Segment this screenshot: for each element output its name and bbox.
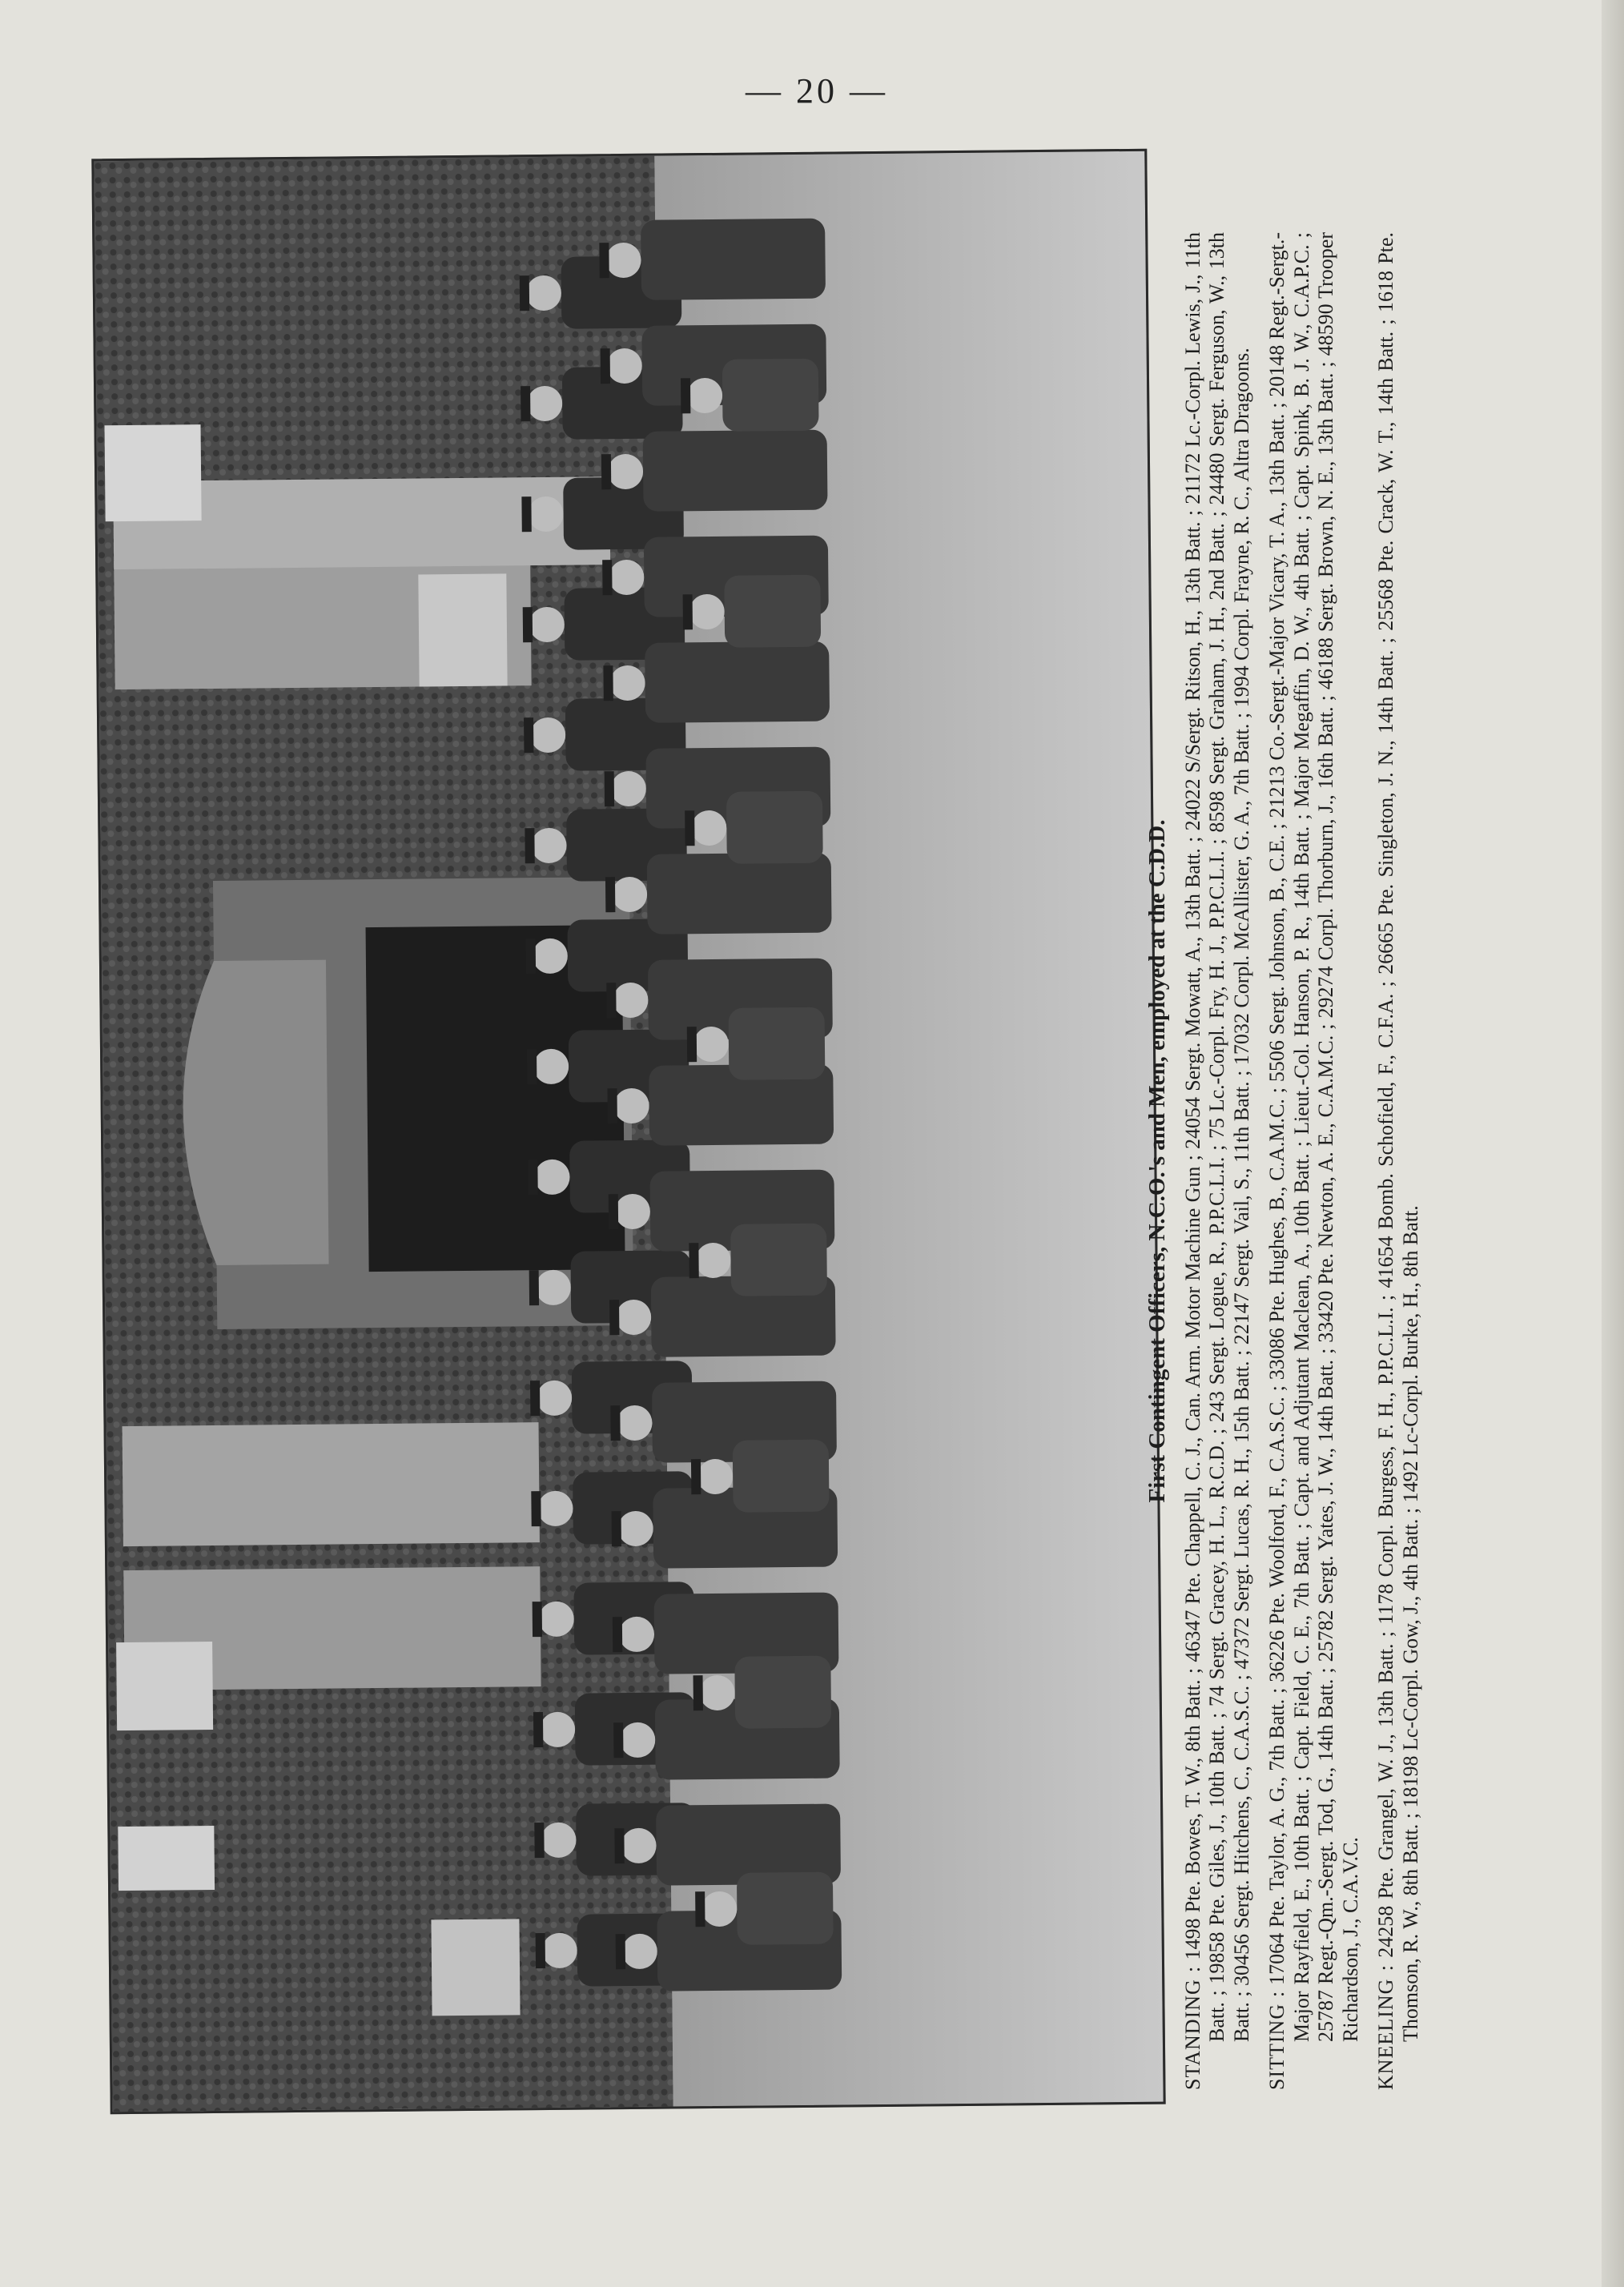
sitting-label: SITTING : [1265,1990,1288,2090]
soldier-head [695,1243,730,1278]
soldier-body [641,219,826,300]
soldier-head [619,1617,654,1652]
soldier-cap [605,771,614,806]
soldier-cap [683,594,693,629]
soldier-head [687,378,722,413]
soldier-cap [523,607,533,642]
photo-caption [1145,232,1513,2090]
soldier-head [534,1160,569,1195]
soldier-head [542,1933,577,1968]
soldier-head [533,939,568,974]
soldier-body [643,430,828,512]
soldier-head [617,1405,652,1441]
soldier-head [615,1194,650,1229]
group-photograph-image [94,151,1163,2112]
soldier-cap [533,1602,542,1637]
soldier-head [621,1828,656,1863]
soldier-cap [528,1160,537,1195]
soldier-cap [693,1675,703,1710]
soldier-head [540,1712,575,1747]
soldier-body [730,1224,827,1296]
soldier-cap [606,983,616,1018]
soldier-head [541,1823,576,1858]
soldier-body [729,1007,826,1080]
soldier-head [693,1027,729,1062]
soldier-body [733,1440,830,1513]
soldier-cap [607,1088,617,1123]
soldier-head [608,454,643,489]
soldier-body [722,359,819,432]
soldier-head [528,496,563,532]
soldier-cap [524,717,533,753]
soldier-cap [603,665,613,701]
soldier-head [612,877,647,912]
soldier-head [700,1675,735,1710]
soldier-cap [613,1722,623,1758]
soldier-cap [530,1381,540,1416]
soldier-cap [534,1823,544,1858]
caption-area [1145,232,1513,2114]
soldier-cap [601,348,610,384]
group-photograph [91,149,1165,2115]
soldier-head [689,594,725,629]
soldier-cap [691,1459,701,1494]
soldier-cap [612,1511,621,1546]
soldier-cap [525,828,534,863]
soldier-head [609,560,644,595]
kneeling-label: KNEELING : [1374,1964,1397,2090]
soldier-cap [521,496,531,532]
soldier-cap [521,386,530,421]
soldier-head [539,1602,574,1637]
soldier-head [526,275,561,311]
soldier-head [701,1891,737,1927]
soldier-cap [601,454,611,489]
soldier-body [647,853,832,934]
sitting-text: 17064 Pte. Taylor, A. G., 7th Batt. ; 36226 Pte. Woolford, F., C.A.S.C. ; 33086 Pte. Hughes, B., C.A.M.C. ; 5506 Sergt. Johnson, B., C.E. ; 21213 Co.-Sergt.-Major Vicary, T. A., 13th Batt. ; 20148 Regt.-Sergt.-Major Rayfield, E., 10th Batt. ; Capt. Field, C. E., 7th Batt. ; Capt. and Adjutant Maclean, A., 10th Batt. ; Lieut.-Col. Hanson, P. R., 14th Batt. ; Major Megaffin, D. W., 4th Batt. ; Capt. Spink, B. J. W., C.A.P.C. ; 25787 Regt.-Qm.-Sergt. Tod, G., 14th Batt. ; 25782 Sergt. Yates, J. W., 14th Batt. ; 33420 Pte. Newton, A. E., C.A.M.C. ; 29274 Corpl. Thorburn, J., 16th Batt. ; 46188 Sergt. Brown, N. E., 13th Batt. ; 48590 Trooper Richardson, J., C.A.V.C. [1265,231,1362,2042]
soldier-head [609,665,645,701]
soldier-head [620,1722,655,1758]
kneeling-text: 24258 Pte. Grangel, W. J., 13th Batt. ; 1178 Corpl. Burgess, F. H., P.P.C.L.I. ; 41654 Bomb. Schofield, F., C.F.A. ; 26665 Pte. Singleton, J. N., 14th Batt. ; 25568 Pte. Crack, W. T., 14th Batt. ; 1618 Pte. Thomson, R. W., 8th Batt. ; 18198 Lc-Corpl. Gow, J., 4th Batt. ; 1492 Lc-Corpl. Burke, H., 8th Batt. [1374,232,1422,2042]
kneeling-paragraph [1374,232,1423,2090]
soldier-cap [599,243,609,278]
soldier-head [530,717,565,753]
soldier-cap [695,1891,705,1927]
soldier-head [527,386,562,421]
soldier-cap [685,810,694,846]
soldier-cap [531,1491,541,1526]
soldier-cap [527,1049,537,1084]
soldier-cap [681,378,690,413]
soldier-cap [613,1617,622,1652]
soldier-head [691,810,726,846]
sitting-paragraph [1265,232,1363,2090]
soldier-cap [687,1027,697,1062]
soldier-body [726,791,823,864]
soldier-head [537,1381,572,1416]
soldier-body [737,1872,834,1945]
soldier-cap [689,1243,698,1278]
soldier-body [734,1656,831,1729]
caption-title: First Contingent Officers, N.C.O.'s and Men, employed at the C.D.D. [1144,819,1170,1503]
standing-text: 1498 Pte. Bowes, T. W., 8th Batt. ; 46347 Pte. Chappell, C. J., Can. Arm. Motor Machine Gun ; 24054 Sergt. Mowatt, A., 13th Batt. ; 24022 S/Sergt. Ritson, H., 13th Batt. ; 21172 Lc.-Corpl. Lewis, J., 11th Batt. ; 19858 Pte. Giles, J., 10th Batt. ; 74 Sergt. Gracey, H. L., R.C.D. ; 243 Sergt. Logue, R., P.P.C.L.I. ; 75 Lc.-Corpl. Fry, H. J., P.P.C.L.I. ; 8598 Sergt. Graham, J. H., 2nd Batt. ; 24480 Sergt. Ferguson, W., 13th Batt. ; 30456 Sergt. Hitchens, C., C.A.S.C. ; 47372 Sergt. Lucas, R. H., 15th Batt. ; 22147 Sergt. Vail, S., 11th Batt. ; 17032 Corpl. McAllister, G. A., 7th Batt. ; 1994 Corpl. Frayne, R. C., Altra Dragoons. [1180,231,1253,2042]
standing-label: STANDING : [1180,1965,1204,2090]
page-edge [1602,0,1624,2287]
soldier-head [533,1049,569,1084]
soldier-body [724,575,821,648]
soldier-head [607,348,642,384]
soldier-cap [536,1933,545,1968]
soldier-head [622,1934,657,1969]
soldier-head [536,1270,571,1305]
soldier-head [537,1491,573,1526]
soldier-head [611,771,646,806]
soldier-head [613,1088,649,1123]
soldier-cap [602,560,612,595]
soldier-cap [614,1828,624,1863]
soldier-cap [605,877,615,912]
soldier-head [613,983,648,1018]
soldier-cap [533,1712,543,1747]
soldier-head [618,1511,653,1546]
soldier-cap [610,1405,620,1441]
soldier-head [529,607,565,642]
soldier-head [605,243,641,278]
soldier-cap [526,939,536,974]
soldier-head [616,1300,651,1335]
soldier-cap [520,275,529,311]
soldier-cap [616,1934,625,1969]
soldier-head [697,1459,733,1494]
standing-paragraph [1181,232,1255,2090]
soldier-cap [609,1194,618,1229]
soldier-cap [529,1270,539,1305]
page-number: — 20 — [746,71,888,111]
soldier-head [531,828,566,863]
soldier-cap [609,1300,619,1335]
soldier-body [645,641,830,723]
